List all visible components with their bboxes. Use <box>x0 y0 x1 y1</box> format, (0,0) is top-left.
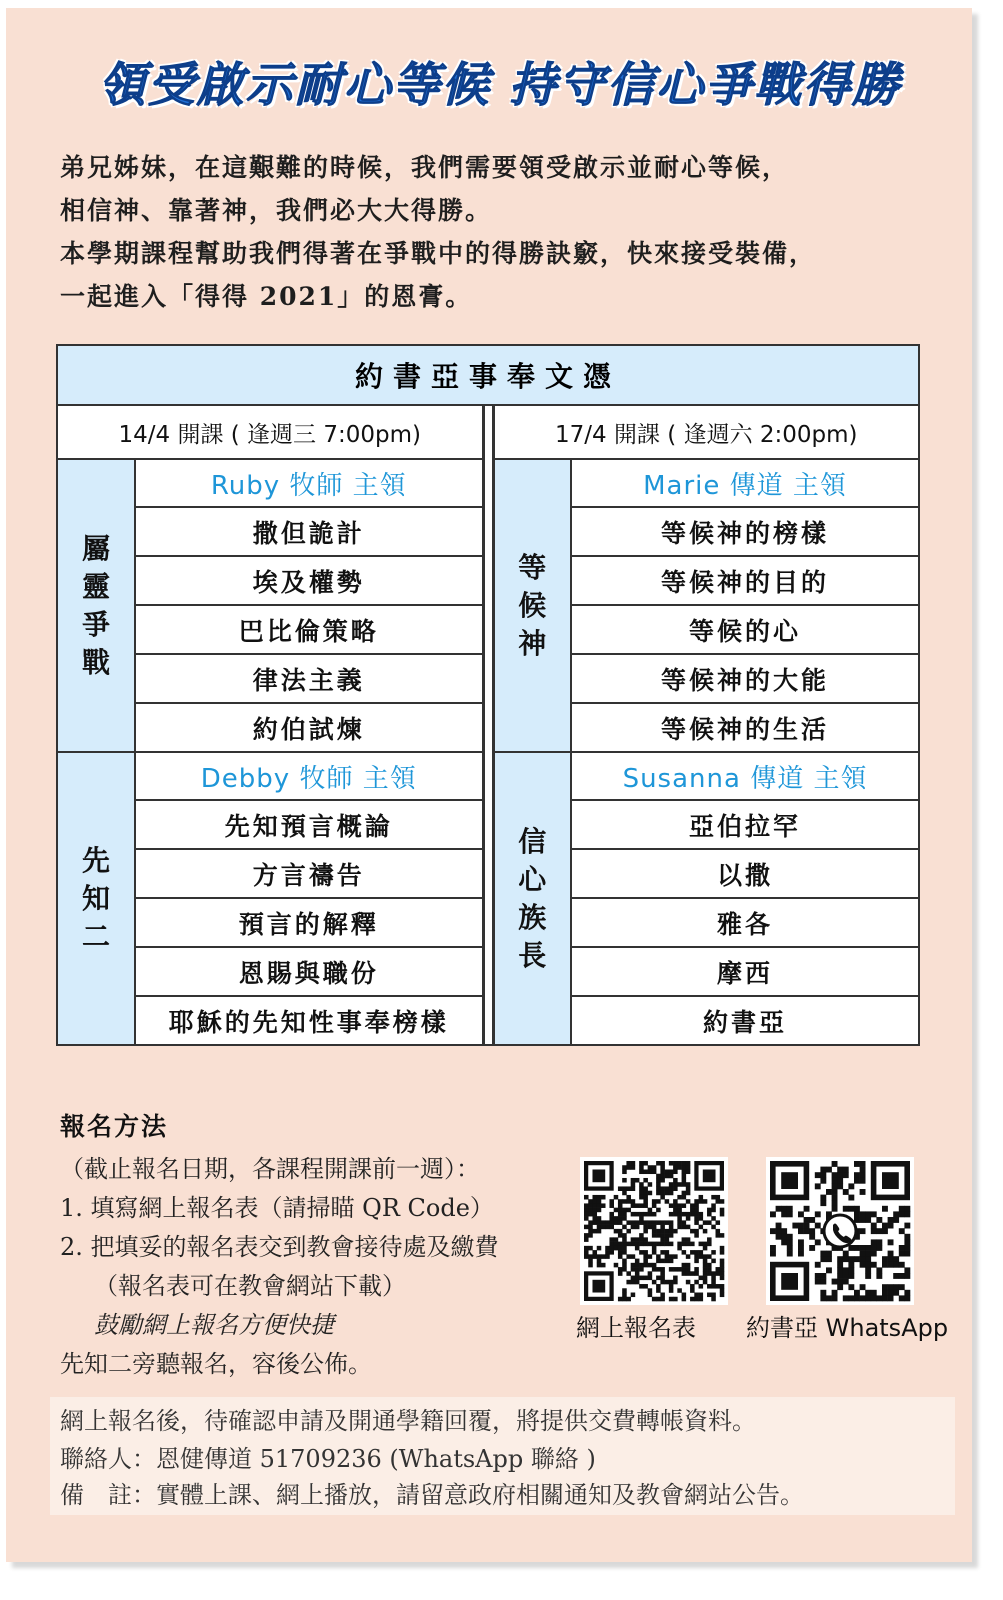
intro-paragraph <box>60 146 940 318</box>
registration-step-1: 1. 填寫網上報名表（請掃瞄 QR Code） <box>60 1194 494 1222</box>
course-item: 等候神的大能 <box>571 654 919 703</box>
course-item: 等候的心 <box>571 605 919 654</box>
left-schedule: 14/4 開課 ( 逢週三 7:00pm) <box>57 405 483 459</box>
category-prophet-two <box>57 752 135 1045</box>
intro-line: 一起進入「得得 2021」的恩膏。 <box>60 282 473 311</box>
course-item: 約伯試煉 <box>135 703 483 752</box>
whatsapp-qr-code-icon <box>766 1157 914 1305</box>
category-char: 族 <box>518 900 547 934</box>
course-item: 預言的解釋 <box>135 898 483 947</box>
page-title: 領受啟示耐心等候 持守信心爭戰得勝 <box>98 58 902 113</box>
category-char: 靈 <box>81 569 110 603</box>
leader-debby: Debby 牧師 主領 <box>135 752 483 800</box>
course-item: 恩賜與職份 <box>135 947 483 996</box>
leader-susanna: Susanna 傳道 主領 <box>571 752 919 800</box>
course-item: 以撒 <box>571 849 919 898</box>
registration-steps <box>60 1150 499 1384</box>
whatsapp-label: 約書亞 WhatsApp <box>746 1314 949 1342</box>
qr-code-icon <box>580 1157 728 1305</box>
category-char: 屬 <box>81 531 110 565</box>
online-form-label: 網上報名表 <box>576 1314 696 1342</box>
registration-audit-note: 先知二旁聽報名，容後公佈。 <box>60 1350 372 1378</box>
category-char: 知 <box>81 881 110 915</box>
course-item: 埃及權勢 <box>135 556 483 605</box>
course-item: 先知預言概論 <box>135 800 483 849</box>
category-char: 先 <box>81 843 110 877</box>
category-spiritual-warfare <box>57 459 135 752</box>
category-char: 信 <box>518 824 547 858</box>
leader-ruby: Ruby 牧師 主領 <box>135 459 483 507</box>
category-char: 爭 <box>81 607 110 641</box>
table-header: 約書亞事奉文憑 <box>57 345 919 405</box>
course-item: 撒但詭計 <box>135 507 483 556</box>
category-char: 二 <box>81 919 110 953</box>
footer-contact: 聯絡人：恩健傳道 51709236 (WhatsApp 聯絡 ) <box>60 1445 596 1473</box>
category-char: 戰 <box>81 645 110 679</box>
registration-heading: 報名方法 <box>60 1112 169 1141</box>
course-item: 巴比倫策略 <box>135 605 483 654</box>
leader-marie: Marie 傳道 主領 <box>571 459 919 507</box>
intro-line: 弟兄姊妹，在這艱難的時候，我們需要領受啟示並耐心等候， <box>60 153 790 182</box>
footer-line: 網上報名後，待確認申請及開通學籍回覆，將提供交費轉帳資料。 <box>60 1407 756 1435</box>
intro-line: 相信神、靠著神，我們必大大得勝。 <box>60 196 493 225</box>
registration-step-2-note: （報名表可在教會網站下載） <box>94 1272 406 1300</box>
footer-remark: 備 註：實體上課、網上播放，請留意政府相關通知及教會網站公告。 <box>60 1481 804 1509</box>
course-item: 方言禱告 <box>135 849 483 898</box>
right-schedule: 17/4 開課 ( 逢週六 2:00pm) <box>493 405 919 459</box>
registration-step-2: 2. 把填妥的報名表交到教會接待處及繳費 <box>60 1233 499 1261</box>
category-waiting-on-god <box>493 459 571 752</box>
course-item: 亞伯拉罕 <box>571 800 919 849</box>
column-divider <box>483 405 493 1045</box>
intro-line: 本學期課程幫助我們得著在爭戰中的得勝訣竅，快來接受裝備， <box>60 239 817 268</box>
registration-encourage: 鼓勵網上報名方便快捷 <box>94 1311 334 1339</box>
course-item: 約書亞 <box>571 996 919 1045</box>
course-item: 耶穌的先知性事奉榜樣 <box>135 996 483 1045</box>
online-form-qr-code[interactable] <box>580 1157 728 1305</box>
category-char: 神 <box>518 626 547 660</box>
course-item: 雅各 <box>571 898 919 947</box>
category-char: 長 <box>518 938 547 972</box>
course-item: 等候神的生活 <box>571 703 919 752</box>
course-table <box>56 344 920 1046</box>
footer-notes <box>50 1397 955 1515</box>
course-item: 等候神的榜樣 <box>571 507 919 556</box>
category-patriarchs-of-faith <box>493 752 571 1045</box>
whatsapp-qr-code[interactable] <box>766 1157 914 1305</box>
registration-deadline: （截止報名日期，各課程開課前一週）： <box>60 1155 480 1183</box>
category-char: 候 <box>518 588 547 622</box>
category-char: 等 <box>518 550 547 584</box>
category-char: 心 <box>518 862 547 896</box>
course-item: 摩西 <box>571 947 919 996</box>
course-item: 律法主義 <box>135 654 483 703</box>
course-item: 等候神的目的 <box>571 556 919 605</box>
